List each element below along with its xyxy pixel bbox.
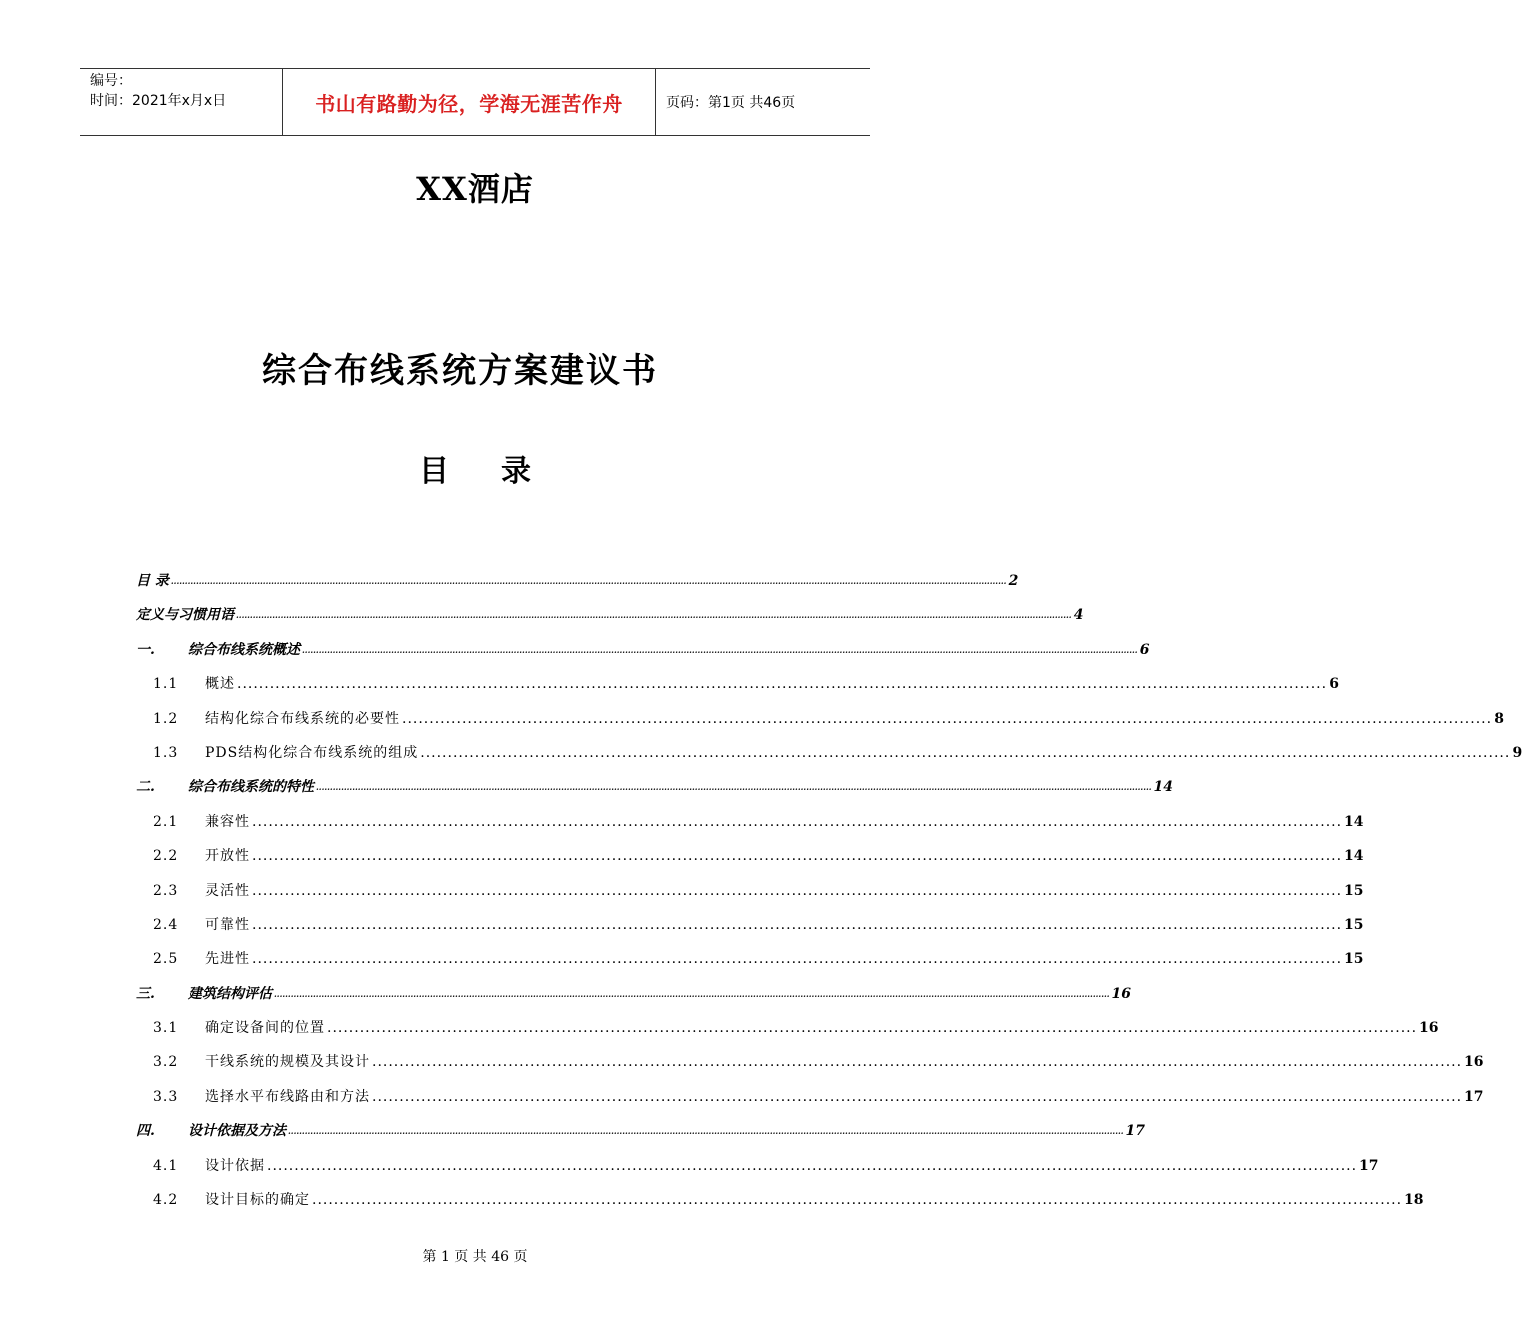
- toc-entry-page: 16: [1419, 1020, 1439, 1037]
- toc-entry[interactable]: [136, 742, 1522, 776]
- toc-entry[interactable]: [136, 570, 1019, 604]
- toc-entry-number: 3.2: [153, 1054, 179, 1071]
- toc-leader-dots: ............................................................................................................................................................................................................................................................................................................: [302, 644, 1138, 655]
- toc-entry-label: 建筑结构评估: [188, 985, 272, 1002]
- toc-entry-label: 确定设备间的位置: [205, 1020, 325, 1037]
- toc-entry[interactable]: [136, 948, 1364, 982]
- toc-entry-label: 设计目标的确定: [205, 1192, 310, 1209]
- header-motto: 书山有路勤为径，学海无涯苦作舟: [282, 69, 656, 135]
- toc-entry-number: 1.3: [153, 744, 179, 761]
- table-of-contents: [136, 570, 1522, 1223]
- toc-leader-dots: ........................................................................................................................................................................................................: [312, 1192, 1403, 1209]
- toc-entry-page: 15: [1344, 951, 1364, 968]
- header-time-label: 时间：2021年x月x日: [90, 93, 227, 109]
- toc-entry-page: 14: [1153, 779, 1174, 796]
- toc-leader-dots: ............................................................................................................................................................................................................................................................................................................: [170, 576, 1007, 586]
- toc-leader-dots: ........................................................................................................................................................................................................: [372, 1054, 1463, 1071]
- toc-entry-number: 2.3: [153, 882, 179, 899]
- toc-entry[interactable]: [136, 1051, 1484, 1085]
- toc-entry[interactable]: [136, 673, 1340, 707]
- toc-entry-label: 先进性: [205, 951, 250, 968]
- toc-entry-number: 3.3: [153, 1088, 179, 1105]
- toc-leader-dots: ........................................................................................................................................................................................................: [327, 1020, 1418, 1037]
- toc-entry-label: 灵活性: [205, 882, 250, 899]
- toc-entry-page: 6: [1139, 641, 1150, 658]
- toc-entry-page: 6: [1329, 676, 1340, 693]
- toc-entry[interactable]: [136, 880, 1364, 914]
- toc-entry-number: 4.2: [153, 1192, 179, 1209]
- toc-leader-dots: ............................................................................................................................................................................................................................................................................................................: [316, 782, 1152, 793]
- toc-entry-label: 干线系统的规模及其设计: [205, 1054, 370, 1071]
- page-footer: 第 1 页 共 46 页: [422, 1249, 528, 1265]
- toc-entry[interactable]: [136, 1086, 1484, 1120]
- toc-entry-page: 15: [1344, 916, 1364, 933]
- header-meta: [80, 69, 282, 135]
- toc-entry-label: 综合布线系统的特性: [188, 779, 314, 796]
- toc-leader-dots: ........................................................................................................................................................................................................: [420, 744, 1511, 761]
- toc-entry[interactable]: [136, 1189, 1424, 1223]
- header-code-label: 编号：: [90, 73, 132, 89]
- toc-heading-part2: 录: [501, 454, 531, 489]
- toc-leader-dots: ........................................................................................................................................................................................................: [372, 1088, 1463, 1105]
- toc-leader-dots: ........................................................................................................................................................................................................: [252, 813, 1343, 830]
- toc-entry-label: 设计依据: [205, 1157, 265, 1174]
- toc-entry[interactable]: [136, 639, 1150, 673]
- toc-entry-label: 定义与习惯用语: [136, 607, 234, 624]
- toc-entry[interactable]: [136, 1120, 1146, 1154]
- toc-entry-page: 15: [1344, 882, 1364, 899]
- toc-entry[interactable]: [136, 983, 1132, 1017]
- toc-leader-dots: ............................................................................................................................................................................................................................................................................................................: [274, 988, 1110, 999]
- toc-heading: [0, 446, 950, 490]
- toc-entry-number: 2.4: [153, 916, 179, 933]
- toc-entry-label: 兼容性: [205, 813, 250, 830]
- toc-leader-dots: ............................................................................................................................................................................................................................................................................................................: [236, 610, 1072, 621]
- toc-entry-number: 一.: [136, 641, 155, 658]
- header-page-info: 页码：第1页 共46页: [666, 95, 796, 111]
- toc-leader-dots: ........................................................................................................................................................................................................: [402, 710, 1493, 727]
- toc-entry-number: 1.1: [153, 676, 179, 693]
- toc-entry-page: 16: [1464, 1054, 1484, 1071]
- toc-entry[interactable]: [136, 776, 1174, 810]
- toc-heading-part1: 目: [419, 454, 449, 489]
- toc-entry-label: 可靠性: [205, 916, 250, 933]
- toc-entry-page: 14: [1344, 813, 1364, 830]
- toc-entry-label: 开放性: [205, 848, 250, 865]
- toc-entry-page: 4: [1073, 607, 1084, 624]
- toc-entry[interactable]: [136, 811, 1364, 845]
- toc-entry-number: 2.1: [153, 813, 179, 830]
- toc-leader-dots: ........................................................................................................................................................................................................: [252, 951, 1343, 968]
- toc-entry-label: 设计依据及方法: [188, 1123, 286, 1140]
- toc-entry-page: 14: [1344, 848, 1364, 865]
- toc-entry-number: 2.2: [153, 848, 179, 865]
- toc-entry-label: 综合布线系统概述: [188, 641, 300, 658]
- toc-entry-number: 3.1: [153, 1020, 179, 1037]
- document-title: 综合布线系统方案建议书: [262, 351, 658, 391]
- toc-entry[interactable]: [136, 708, 1505, 742]
- toc-entry-page: 9: [1512, 744, 1522, 761]
- toc-leader-dots: ............................................................................................................................................................................................................................................................................................................: [288, 1126, 1124, 1137]
- toc-entry-page: 18: [1404, 1192, 1424, 1209]
- hotel-title: XX酒店: [416, 170, 534, 208]
- toc-entry[interactable]: [136, 914, 1364, 948]
- toc-entry-label: 结构化综合布线系统的必要性: [205, 710, 400, 727]
- toc-entry-label: 目 录: [136, 573, 169, 589]
- toc-entry[interactable]: [136, 1155, 1379, 1189]
- toc-entry-number: 1.2: [153, 710, 179, 727]
- toc-entry-page: 17: [1125, 1123, 1146, 1140]
- toc-entry-label: 选择水平布线路由和方法: [205, 1088, 370, 1105]
- toc-entry-label: PDS结构化综合布线系统的组成: [205, 744, 419, 761]
- toc-entry-number: 4.1: [153, 1157, 179, 1174]
- toc-leader-dots: ........................................................................................................................................................................................................: [252, 916, 1343, 933]
- toc-leader-dots: ........................................................................................................................................................................................................: [252, 848, 1343, 865]
- toc-leader-dots: ........................................................................................................................................................................................................: [237, 676, 1328, 693]
- toc-leader-dots: ........................................................................................................................................................................................................: [267, 1157, 1358, 1174]
- toc-entry-number: 二.: [136, 779, 155, 796]
- toc-entry[interactable]: [136, 604, 1084, 638]
- toc-entry[interactable]: [136, 1017, 1439, 1051]
- toc-entry-page: 8: [1494, 710, 1505, 727]
- toc-entry-page: 2: [1008, 573, 1019, 589]
- toc-entry-number: 四.: [136, 1123, 155, 1140]
- toc-entry-page: 17: [1359, 1157, 1379, 1174]
- toc-leader-dots: ........................................................................................................................................................................................................: [252, 882, 1343, 899]
- toc-entry-number: 三.: [136, 985, 155, 1002]
- toc-entry[interactable]: [136, 845, 1364, 879]
- toc-entry-number: 2.5: [153, 951, 179, 968]
- toc-entry-label: 概述: [205, 676, 235, 693]
- toc-entry-page: 17: [1464, 1088, 1484, 1105]
- toc-entry-page: 16: [1111, 985, 1132, 1002]
- page-header: [80, 68, 870, 136]
